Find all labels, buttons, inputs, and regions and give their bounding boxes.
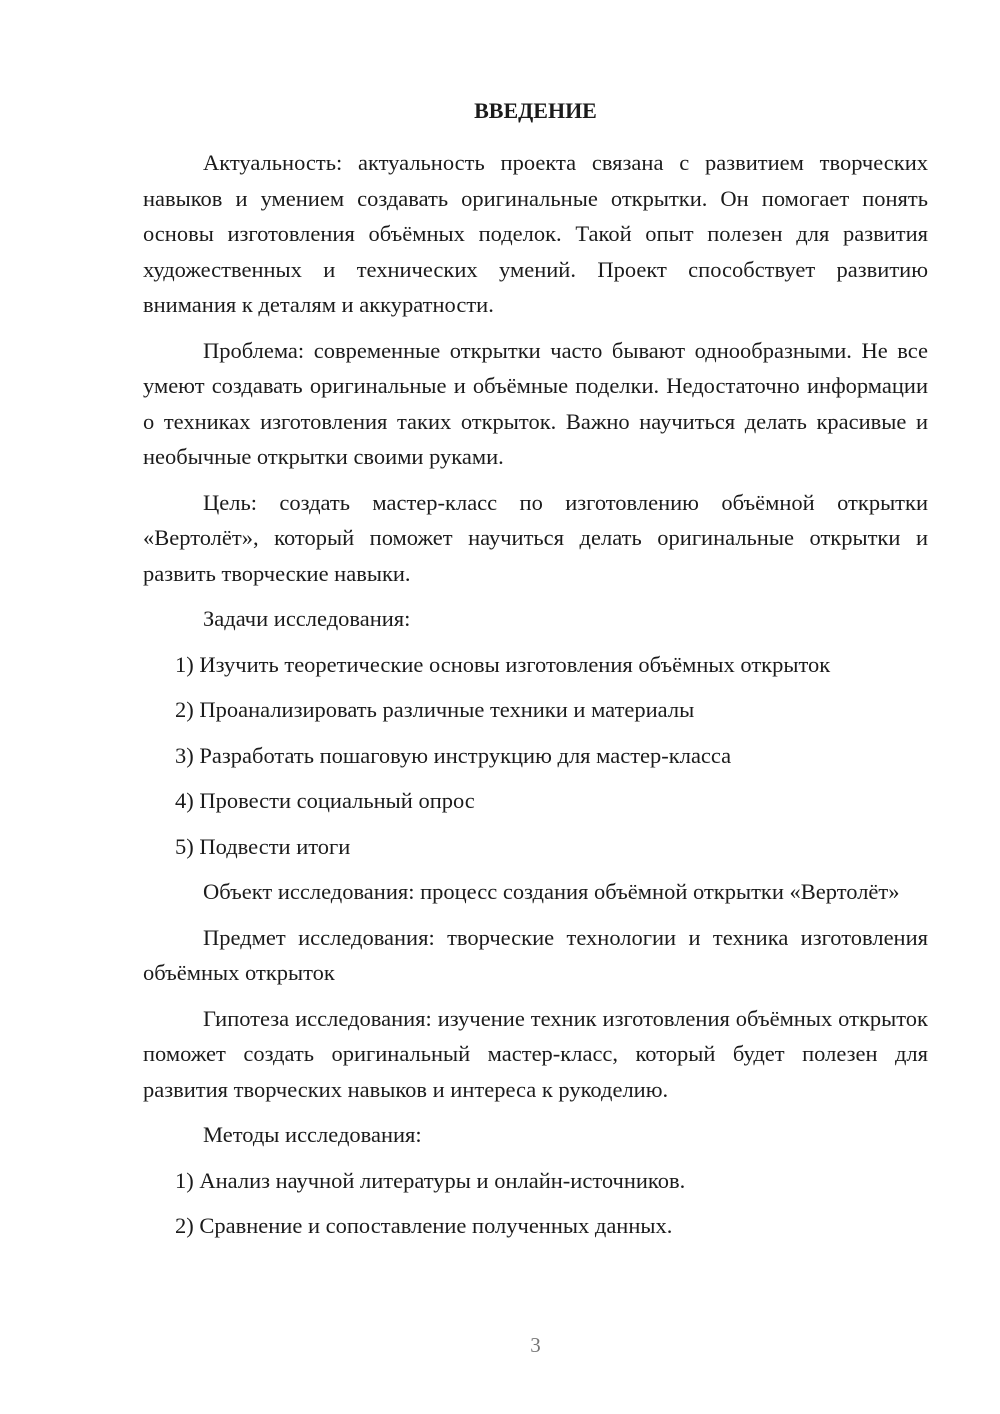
object-paragraph: Объект исследования: процесс создания объёмной открытки «Вертолёт»	[203, 879, 900, 904]
problem-paragraph: Проблема: современные открытки часто бывают однообразными. Не все умеют создавать оригинальные и объёмные поделки. Недостаточно информации о техниках изготовления таких открыток. Важно научиться делать красивые и необычные открытки своими руками.	[143, 337, 928, 469]
task-item: 2) Проанализировать различные техники и материалы	[175, 697, 695, 722]
task-item: 3) Разработать пошаговую инструкцию для мастер-класса	[175, 742, 732, 768]
methods-heading: Методы исследования:	[203, 1122, 422, 1147]
goal-paragraph: Цель: создать мастер-класс по изготовлению объёмной открытки «Вертолёт», который поможет научиться делать оригинальные открытки и развить творческие навыки.	[143, 489, 928, 586]
page-title: ВВЕДЕНИЕ	[474, 98, 597, 123]
hypothesis-paragraph: Гипотеза исследования: изучение техник изготовления объёмных открыток поможет создать оригинальный мастер-класс, который будет полезен для развития творческих навыков и интереса к рукоделию.	[143, 1005, 928, 1102]
page-number: 3	[530, 1333, 541, 1357]
task-item: 5) Подвести итоги	[175, 833, 351, 859]
document-body	[143, 145, 928, 1254]
method-item: 2) Сравнение и сопоставление полученных данных.	[175, 1213, 673, 1238]
tasks-heading: Задачи исследования:	[203, 606, 411, 631]
subject-paragraph: Предмет исследования: творческие технологии и техника изготовления объёмных открыток	[143, 924, 928, 985]
method-item: 1) Анализ научной литературы и онлайн-источников.	[175, 1167, 686, 1193]
task-item: 4) Провести социальный опрос	[175, 788, 475, 813]
tasks-list	[143, 647, 928, 865]
document-page	[143, 0, 928, 1414]
task-item: 1) Изучить теоретические основы изготовления объёмных открыток	[175, 651, 831, 677]
relevance-paragraph: Актуальность: актуальность проекта связана с развитием творческих навыков и умением создавать оригинальные открытки. Он помогает понять основы изготовления объёмных поделок. Такой опыт полезен для развития художественных и технических умений. Проект способствует развитию внимания к деталям и аккуратности.	[143, 150, 928, 317]
methods-list	[143, 1163, 928, 1244]
